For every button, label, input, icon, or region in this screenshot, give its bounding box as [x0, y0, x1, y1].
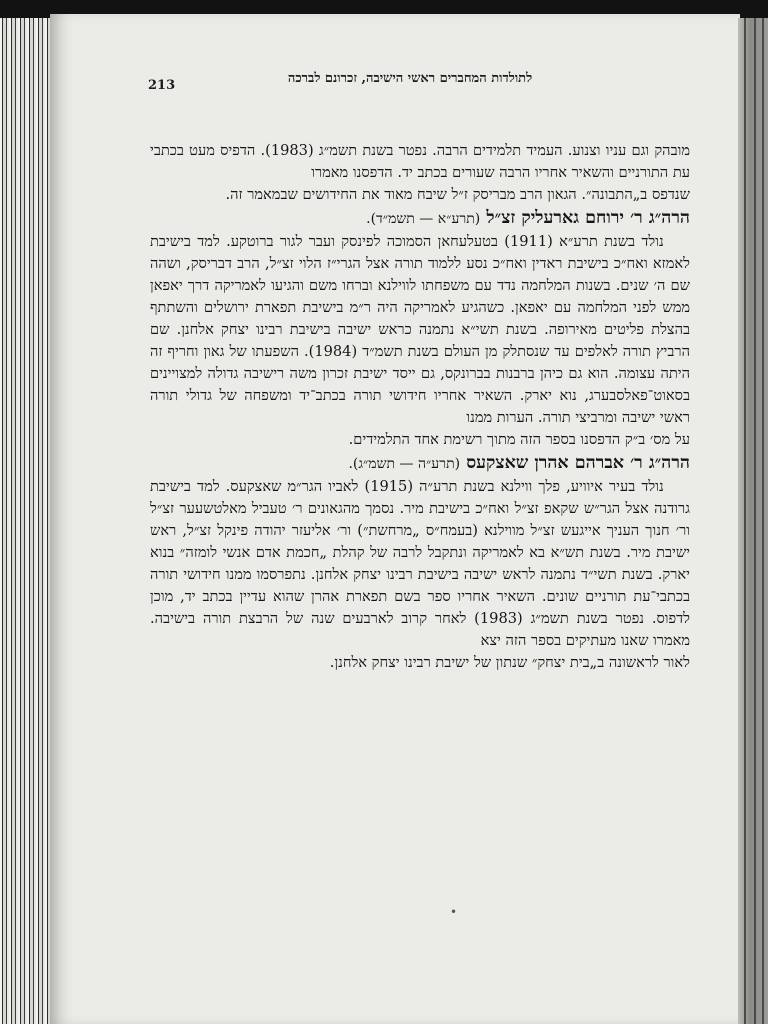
page-body	[150, 140, 690, 674]
page-stack-edge	[738, 18, 768, 1024]
ink-speck: •	[450, 905, 458, 919]
entry-years: (תרע״א — תשמ״ד).	[366, 211, 481, 227]
running-head: לתולדות המחברים ראשי הישיבה, זכרונם לברכה	[287, 71, 533, 86]
entry-paragraph-tail-schatzkes: לאור לראשונה ב„בית יצחק״ שנתון של ישיבת רבינו יצחק אלחנן.	[329, 654, 690, 671]
book-spine-gutter	[0, 18, 52, 1024]
entry-heading-schatzkes	[150, 451, 690, 476]
entry-paragraph-gorelick: נולד בשנת תרע״א (1911) בטעלעחאן הסמוכה לפינסק ועבר לגור ברוטקע. למד בישיבת לאמזא ואח״כ בישיבת ראדין ואח״כ נסע ללמוד תורה אצל הגרי״ז הלוי זצ״ל, הרב דבריסק, ושהה שם ה׳ שנים. בשנות המלחמה נדד עם משפחתו לווילנא וברחו משם והגיעו לאמריקה דרך יאפאן ממש לפני המלחמה עם יאפאן. כשהגיע לאמריקה היה ר״מ בישיבת תפארת ירושלים והשתתף בהצלת פליטים מאירופה. בשנת תשי״א נתמנה כראש ישיבה בישיבת רבינו יצחק אלחנן. שם הרביץ תורה לאלפים עד שנסתלק מן העולם בשנת תשמ״ד (1984). השפעתו של גאון וחריף זה היתה עצומה. הוא גם כיהן ברבנות בברונקס, גם ייסד ישיבת זכרון משה רישיבה גדולה למצויינים בסאוט־פאלסבערג, נוא יארק. השאיר אחריו חידושי תורה בכתב־יד ומשפחה של גדולי תורה ראשי ישיבה ומרביצי תורה. הערות ממנו	[150, 233, 690, 426]
entry-name: הרה״ג ר׳ ירוחם גארעליק זצ״ל	[486, 208, 690, 228]
entry-name: הרה״ג ר׳ אברהם אהרן שאצקעס	[466, 453, 690, 473]
entry-heading-gorelick	[150, 206, 690, 231]
page-number: 213	[148, 78, 176, 93]
intro-paragraph: מובהק וגם עניו וצנוע. העמיד תלמידים הרבה. נפטר בשנת תשמ״ג (1983). הדפיס מעט בכתבי עת התורניים והשאיר אחריו הרבה שעורים בכתב יד. הדפסנו מאמרו	[150, 142, 690, 181]
entry-paragraph-tail-gorelick: על מס׳ ב״ק הדפסנו בספר הזה מתוך רשימת אחד התלמידים.	[348, 431, 690, 448]
intro-paragraph-tail: שנדפס ב„התבונה״. הגאון הרב מבריסק ז״ל שיבח מאוד את החידושים שבמאמר זה.	[225, 186, 690, 203]
entry-paragraph-schatzkes: נולד בעיר איוויע, פלך ווילנא בשנת תרע״ה (1915) לאביו הגר״מ שאצקעס. למד בישיבת גרודנה אצל הגר״ש שקאפ זצ״ל ואח״כ בישיבת מיר. נסמך מהגאונים ר׳ טעביל מאלטשעער זצ״ל ור׳ חנוך העניך אייגעש זצ״ל מווילנא (בעמח״ס „מרחשת״) ור׳ אליעזר יהודה פינקל זצ״ל, ראש ישיבת מיר. בשנת תש״א בא לאמריקה ונתקבל לרבה של קהלת „חכמת אדם אנשי לומזה״ בנוא יארק. בשנת תשי״ד נתמנה לראש ישיבה בישיבת רבינו יצחק אלחנן. נתפרסמו ממנו חידושי תורה בכתבי־עת תורניים שונים. השאיר אחריו ספר בשם תפארת אהרן שהוא עדיין בכתב יד, מוכן לדפוס. נפטר בשנת תשמ״ג (1983) לאחר קרוב לארבעים שנה של הרבצת תורה בישיבה. מאמרו שאנו מעתיקים בספר הזה יצא	[150, 478, 691, 649]
entry-years: (תרע״ה — תשמ״ג).	[348, 456, 461, 472]
